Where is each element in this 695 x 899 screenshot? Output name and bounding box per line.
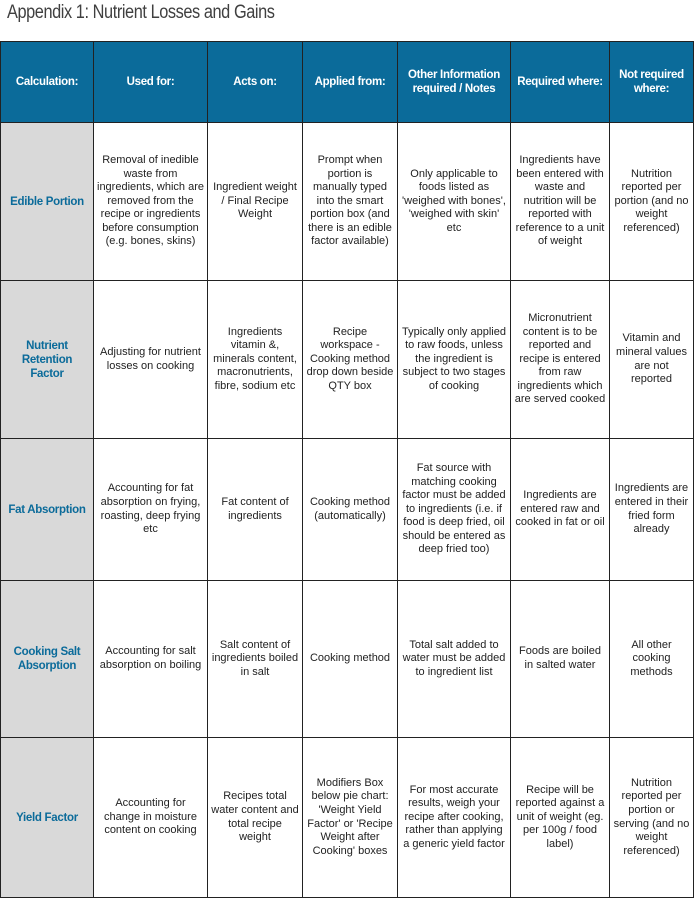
cell-not-required-where: Vitamin and mineral values are not reported: [610, 281, 694, 439]
row-calculation: Edible Portion: [1, 123, 94, 281]
cell-not-required-where: All other cooking methods: [610, 581, 694, 738]
cell-not-required-where: Nutrition reported per portion (and no weight referenced): [610, 123, 694, 281]
cell-used-for: Accounting for change in moisture content on cooking: [94, 738, 208, 898]
table-row: [1, 581, 694, 738]
cell-applied-from: Cooking method (automatically): [303, 439, 398, 581]
nutrient-table: [0, 41, 694, 898]
cell-not-required-where: Ingredients are entered in their fried form already: [610, 439, 694, 581]
cell-notes: Only applicable to foods listed as 'weighed with bones', 'weighed with skin' etc: [398, 123, 511, 281]
cell-used-for: Accounting for fat absorption on frying, roasting, deep frying etc: [94, 439, 208, 581]
table-row: [1, 738, 694, 898]
cell-acts-on: Recipes total water content and total recipe weight: [208, 738, 303, 898]
cell-acts-on: Fat content of ingredients: [208, 439, 303, 581]
cell-required-where: Ingredients are entered raw and cooked in fat or oil: [511, 439, 610, 581]
table-row: [1, 439, 694, 581]
table-row: [1, 281, 694, 439]
header-used-for: Used for:: [94, 42, 208, 123]
cell-required-where: Recipe will be reported against a unit of weight (eg. per 100g / food label): [511, 738, 610, 898]
cell-required-where: Foods are boiled in salted water: [511, 581, 610, 738]
header-calculation: Calculation:: [1, 42, 94, 123]
cell-notes: For most accurate results, weigh your recipe after cooking, rather than applying a generic yield factor: [398, 738, 511, 898]
row-calculation: Cooking Salt Absorption: [1, 581, 94, 738]
header-notes: Other Information required / Notes: [398, 42, 511, 123]
row-calculation: Nutrient Retention Factor: [1, 281, 94, 439]
cell-notes: Total salt added to water must be added to ingredient list: [398, 581, 511, 738]
header-required-where: Required where:: [511, 42, 610, 123]
cell-used-for: Adjusting for nutrient losses on cooking: [94, 281, 208, 439]
cell-required-where: Micronutrient content is to be reported and recipe is entered from raw ingredients which are served cooked: [511, 281, 610, 439]
row-calculation: Yield Factor: [1, 738, 94, 898]
table-header-row: [1, 42, 694, 123]
cell-not-required-where: Nutrition reported per portion or serving (and no weight referenced): [610, 738, 694, 898]
cell-acts-on: Salt content of ingredients boiled in salt: [208, 581, 303, 738]
page-title: Appendix 1: Nutrient Losses and Gains: [7, 2, 275, 23]
cell-required-where: Ingredients have been entered with waste and nutrition will be reported with reference to a unit of weight: [511, 123, 610, 281]
header-applied-from: Applied from:: [303, 42, 398, 123]
cell-used-for: Accounting for salt absorption on boiling: [94, 581, 208, 738]
header-not-required-where: Not required where:: [610, 42, 694, 123]
cell-notes: Fat source with matching cooking factor must be added to ingredients (i.e. if food is deep fried, oil should be entered as deep fried too): [398, 439, 511, 581]
cell-applied-from: Recipe workspace - Cooking method drop down beside QTY box: [303, 281, 398, 439]
row-calculation: Fat Absorption: [1, 439, 94, 581]
cell-notes: Typically only applied to raw foods, unless the ingredient is subject to two stages of cooking: [398, 281, 511, 439]
cell-applied-from: Modifiers Box below pie chart: 'Weight Yield Factor' or 'Recipe Weight after Cooking' boxes: [303, 738, 398, 898]
cell-used-for: Removal of inedible waste from ingredients, which are removed from the recipe or ingredients before consumption (e.g. bones, skins): [94, 123, 208, 281]
cell-applied-from: Cooking method: [303, 581, 398, 738]
cell-acts-on: Ingredients vitamin &, minerals content, macronutrients, fibre, sodium etc: [208, 281, 303, 439]
table-row: [1, 123, 694, 281]
cell-applied-from: Prompt when portion is manually typed into the smart portion box (and there is an edible factor available): [303, 123, 398, 281]
cell-acts-on: Ingredient weight / Final Recipe Weight: [208, 123, 303, 281]
header-acts-on: Acts on:: [208, 42, 303, 123]
